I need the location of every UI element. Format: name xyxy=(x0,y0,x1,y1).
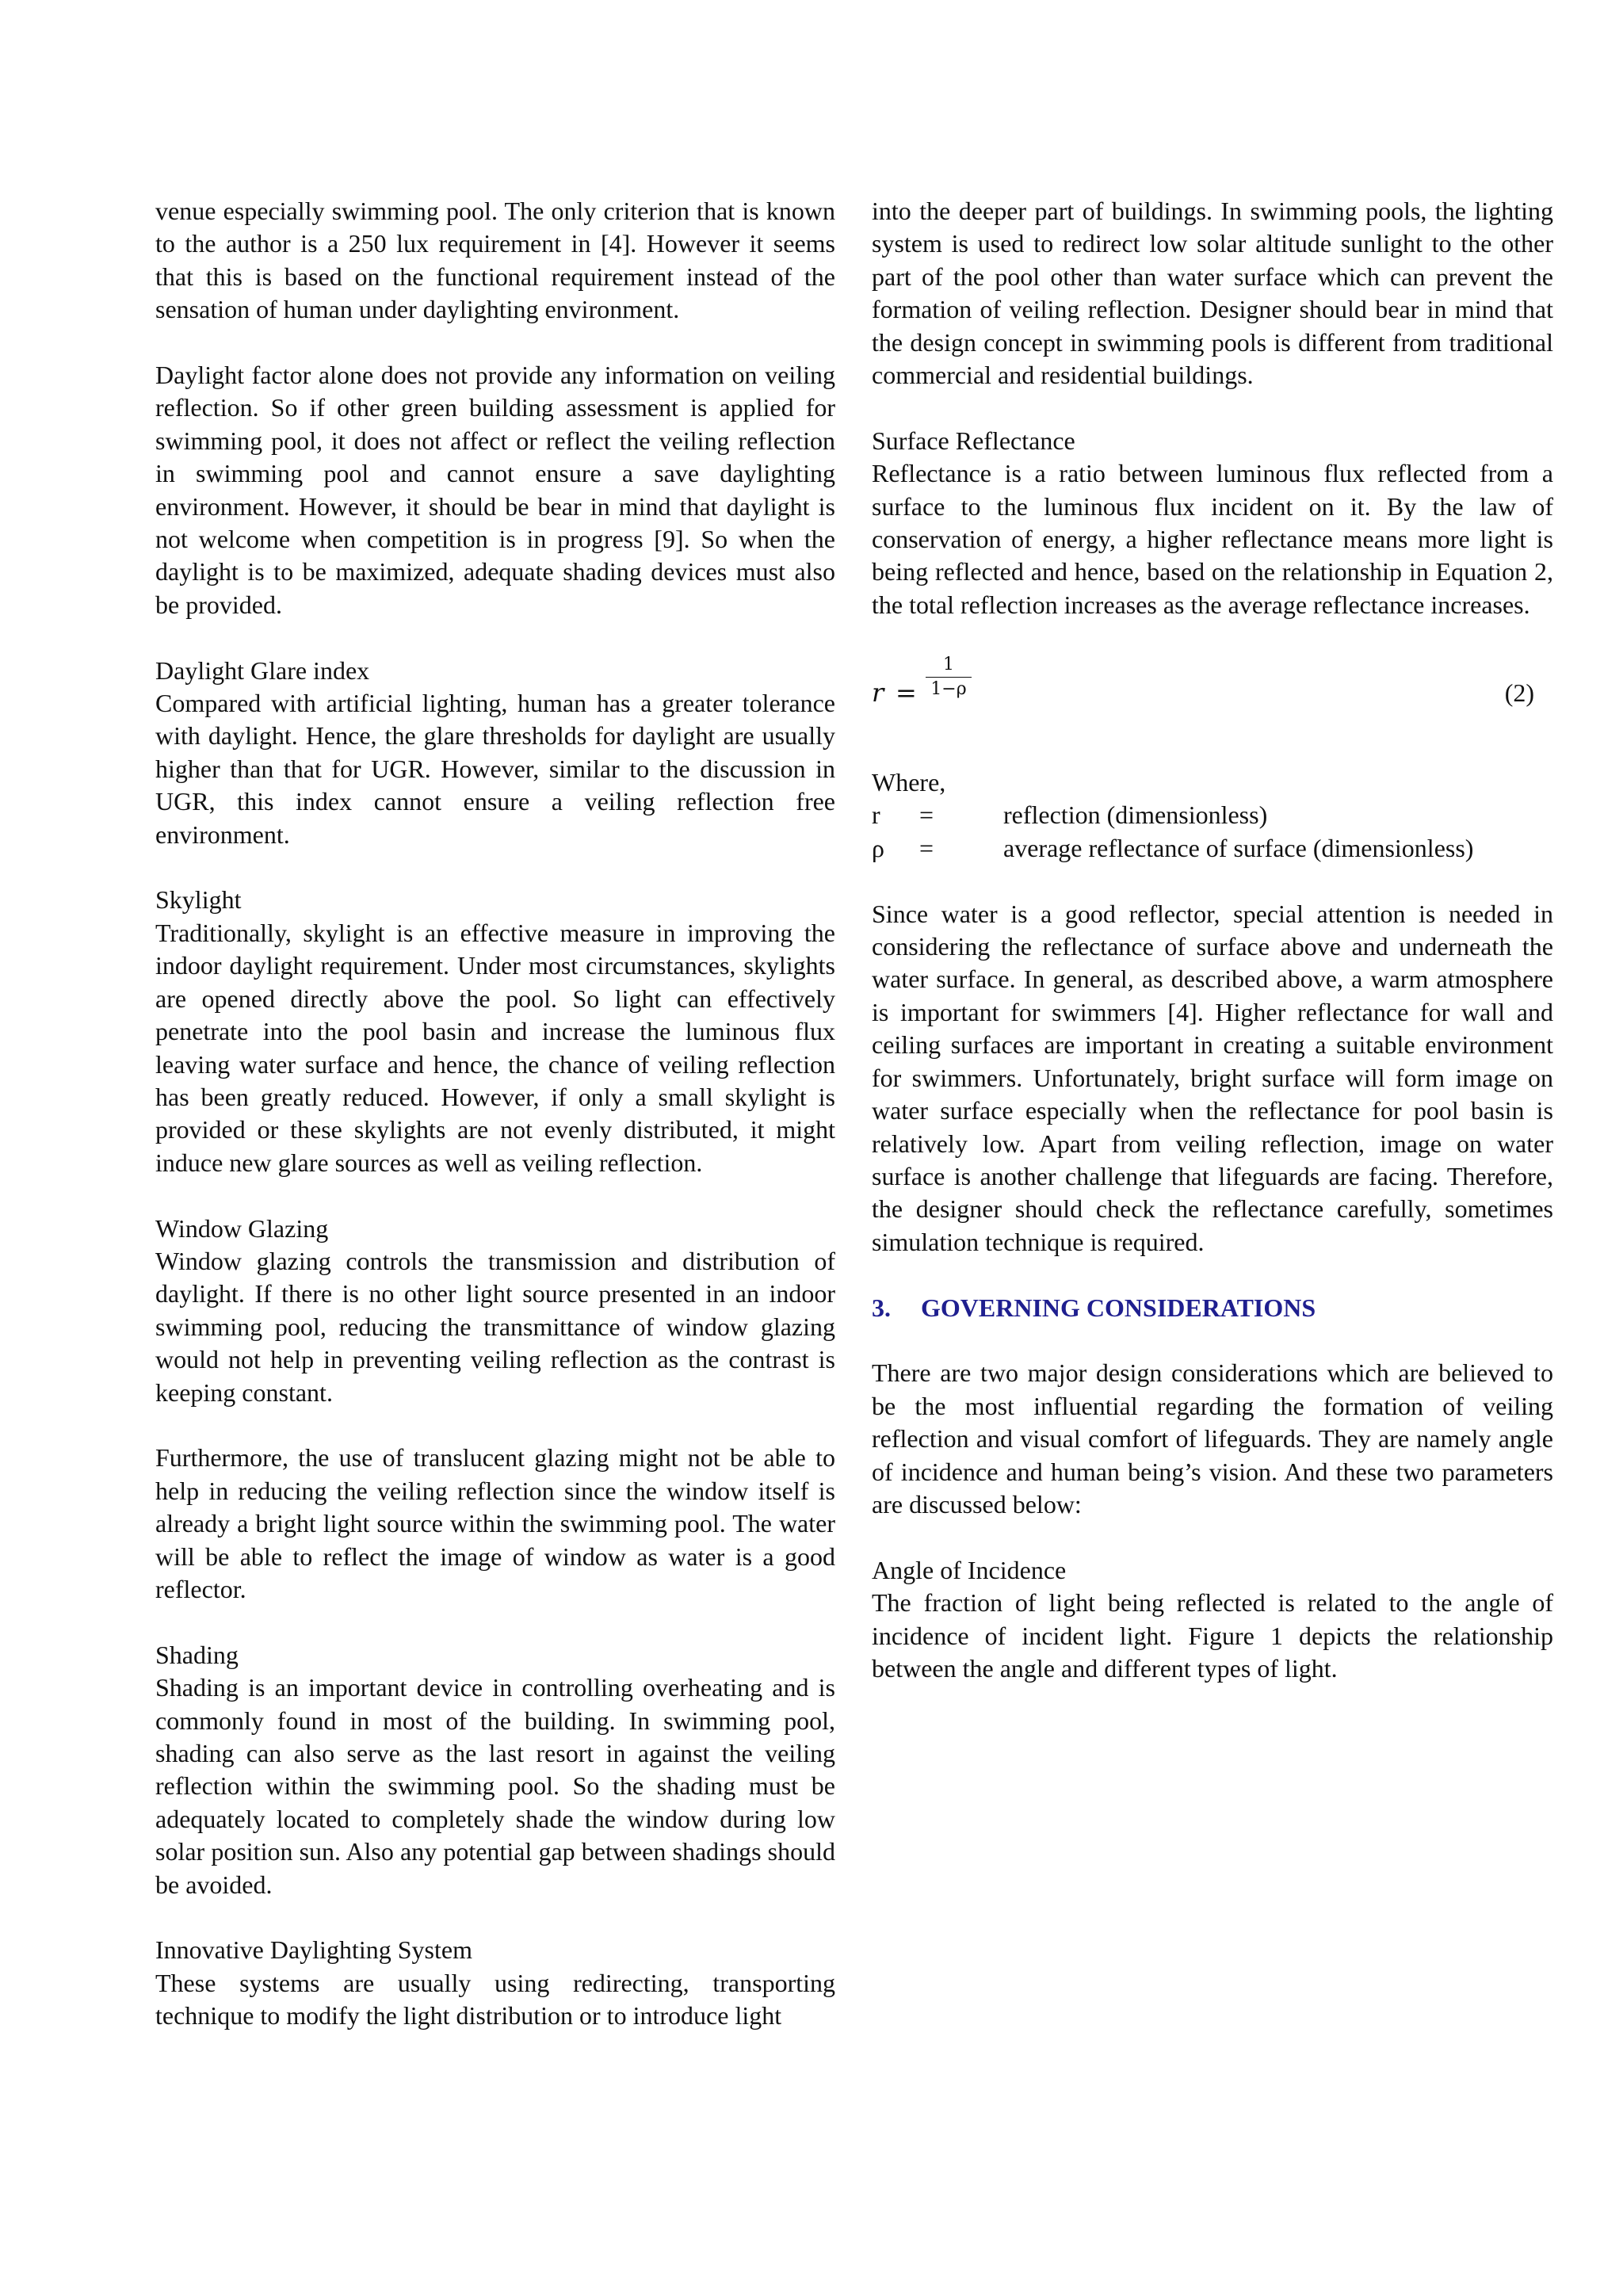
paragraph-translucent-glazing: Furthermore, the use of translucent glazing might not be able to help in reducing the veiling reflection since the window itself is already a bright light source within the swimming pool. The water will be able to reflect the image of window as water is a good reflector. xyxy=(155,1443,835,1603)
equation-number: (2) xyxy=(1504,678,1534,707)
where-label: Where, xyxy=(872,768,946,797)
equation-fraction xyxy=(926,655,972,700)
skylight-section xyxy=(155,884,835,1179)
shading-section xyxy=(155,1639,835,1901)
paragraph-venue: venue especially swimming pool. The only criterion that is known to the author is a 250 lux requirement in [4]. However it seems that this is based on the functional requirement instead of the sensation of human under daylighting environment. xyxy=(155,197,835,324)
daylight-glare-heading: Daylight Glare index xyxy=(155,655,370,685)
equation-denominator: 1−ρ xyxy=(930,678,967,699)
paragraph-deeper-part: into the deeper part of buildings. In swimming pools, the lighting system is used to redirect low solar altitude sunlight to the other part of the pool other than water surface which can prevent the formation of veiling reflection. Designer should bear in mind that the design concept in swimming pools is different from traditional commercial and residential buildings. xyxy=(872,197,1553,390)
paragraph-daylight-factor: Daylight factor alone does not provide any information on veiling reflection. So if other green building assessment is applied for swimming pool, it does not affect or reflect the veiling reflection in swimming pool and cannot ensure a save daylighting environment. However, it should be bear in mind that daylight is not welcome when competition is in progress [9]. So when the daylight is to be maximized, adequate shading devices must also be provided. xyxy=(155,361,835,619)
paragraph-water-reflector: Since water is a good reflector, special attention is needed in considering the reflectance of surface above and underneath the water surface. In general, as described above, a warm atmosphere is important for swimmers [4]. Higher reflectance for wall and ceiling surfaces are important in creating a suitable environment for swimmers. Unfortunately, bright surface will form image on water surface especially when the reflectance for pool basin is relatively low. Apart from veiling reflection, image on water surface is another challenge that lifeguards are facing. Therefore, the designer should check the reflectance carefully, sometimes simulation technique is required. xyxy=(872,899,1553,1256)
where-row-r xyxy=(872,799,1553,831)
window-glazing-heading: Window Glazing xyxy=(155,1213,329,1243)
window-glazing-text: Window glazing controls the transmission and distribution of daylight. If there is no other light source presented in an indoor swimming pool, reducing the transmittance of window glazing would not help in preventing veiling reflection as the contrast is keeping constant. xyxy=(155,1246,835,1407)
section-title: GOVERNING CONSIDERATIONS xyxy=(921,1293,1316,1322)
angle-of-incidence-section xyxy=(872,1554,1553,1686)
skylight-heading: Skylight xyxy=(155,885,242,915)
paragraph-governing: There are two major design considerations which are believed to be the most influential regarding the formation of veiling reflection and visual comfort of lifeguards. They are namely angle of incidence and human being’s vision. And these two parameters are discussed below: xyxy=(872,1358,1553,1519)
where-symbol: ρ xyxy=(872,833,884,862)
left-column xyxy=(155,195,835,2033)
innovative-daylighting-text: These systems are usually using redirecting, transporting technique to modify the light distribution or to introduce light xyxy=(155,1968,835,2030)
section-number: 3. xyxy=(872,1293,891,1322)
equation-numerator: 1 xyxy=(926,655,972,678)
right-column xyxy=(872,195,1553,1685)
where-definition: average reflectance of surface (dimensionless) xyxy=(1003,833,1474,862)
where-symbol: r xyxy=(872,800,880,830)
equation-2 xyxy=(872,655,1553,734)
daylight-glare-section xyxy=(155,655,835,851)
where-definition: reflection (dimensionless) xyxy=(1003,800,1268,830)
surface-reflectance-text: Reflectance is a ratio between luminous flux reflected from a surface to the luminous flux incident on it. By the law of conservation of energy, a higher reflectance means more light is being reflected and hence, based on the relationship in Equation 2, the total reflection increases as the average reflectance increases. xyxy=(872,459,1553,619)
angle-of-incidence-heading: Angle of Incidence xyxy=(872,1555,1067,1584)
angle-of-incidence-text: The fraction of light being reflected is related to the angle of incidence of incident light. Figure 1 depicts the relationship between the angle and different types of light. xyxy=(872,1588,1553,1683)
equation-equals: = xyxy=(896,677,917,708)
where-equals: = xyxy=(919,800,934,830)
surface-reflectance-heading: Surface Reflectance xyxy=(872,426,1075,455)
where-equals: = xyxy=(919,833,934,862)
skylight-text: Traditionally, skylight is an effective measure in improving the indoor daylight requirement. Under most circumstances, skylights are opened directly above the pool. So light can effectively penetrate into the pool basin and increase the luminous flux leaving water surface and hence, the chance of veiling reflection has been greatly reduced. However, if only a small skylight is provided or these skylights are not evenly distributed, it might induce new glare sources as well as veiling reflection. xyxy=(155,918,835,1177)
window-glazing-section xyxy=(155,1213,835,1409)
innovative-daylighting-heading: Innovative Daylighting System xyxy=(155,1935,472,1965)
shading-heading: Shading xyxy=(155,1640,239,1669)
equation-lhs: r xyxy=(872,677,884,708)
shading-text: Shading is an important device in controlling overheating and is commonly found in most of the building. In swimming pool, shading can also serve as the last resort in against the veiling reflection within the swimming pool. So the shading must be adequately located to completely shade the window during low solar position sun. Also any potential gap between shadings should be avoided. xyxy=(155,1673,835,1899)
innovative-daylighting-section xyxy=(155,1934,835,2032)
section-heading-governing xyxy=(872,1292,1553,1324)
where-block xyxy=(872,766,1553,865)
where-row-rho xyxy=(872,832,1553,865)
surface-reflectance-section xyxy=(872,425,1553,621)
daylight-glare-text: Compared with artificial lighting, human has a greater tolerance with daylight. Hence, the glare thresholds for daylight are usually higher than that for UGR. However, similar to the discussion in UGR, this index cannot ensure a veiling reflection free environment. xyxy=(155,689,835,849)
